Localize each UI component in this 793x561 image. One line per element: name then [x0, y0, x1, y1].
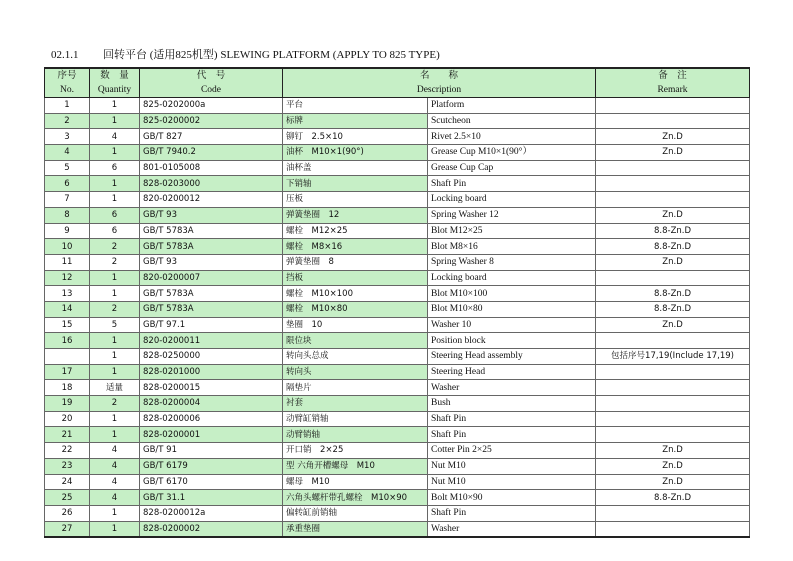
row-code: GB/T 5783A: [140, 223, 283, 239]
row-name-en: Blot M12×25: [428, 223, 596, 239]
row-name-zh: 铆钉 2.5×10: [283, 129, 428, 145]
row-name-zh: 标牌: [283, 113, 428, 129]
table-row: [45, 301, 750, 317]
row-remark: Zn.D: [596, 443, 750, 459]
row-code: GB/T 91: [140, 443, 283, 459]
row-quantity: 1: [90, 427, 140, 443]
row-name-en: Scutcheon: [428, 113, 596, 129]
row-quantity: 2: [90, 239, 140, 255]
row-name-zh: 压板: [283, 192, 428, 208]
table-row: [45, 443, 750, 459]
row-name-zh: 六角头螺杆带孔螺栓 M10×90: [283, 490, 428, 506]
row-quantity: 4: [90, 474, 140, 490]
header-name-en: Description: [283, 83, 596, 98]
table-row: [45, 364, 750, 380]
row-name-zh: 垫圈 10: [283, 317, 428, 333]
row-code: GB/T 97.1: [140, 317, 283, 333]
table-row: [45, 458, 750, 474]
table-row: [45, 160, 750, 176]
row-name-en: Shaft Pin: [428, 176, 596, 192]
row-name-en: Rivet 2.5×10: [428, 129, 596, 145]
row-name-zh: 螺栓 M8×16: [283, 239, 428, 255]
row-name-zh: 平台: [283, 98, 428, 114]
row-remark: [596, 505, 750, 521]
row-quantity: 2: [90, 396, 140, 412]
row-remark: 8.8-Zn.D: [596, 239, 750, 255]
row-name-en: Spring Washer 8: [428, 254, 596, 270]
row-remark: Zn.D: [596, 317, 750, 333]
table-row: [45, 145, 750, 161]
row-quantity: 1: [90, 270, 140, 286]
row-code: 828-0200006: [140, 411, 283, 427]
header-remark-zh: 备 注: [596, 68, 750, 83]
row-code: GB/T 5783A: [140, 301, 283, 317]
row-name-en: Grease Cup M10×1(90°）: [428, 145, 596, 161]
table-row: [45, 113, 750, 129]
row-number: 23: [45, 458, 90, 474]
row-code: GB/T 93: [140, 254, 283, 270]
row-remark: [596, 176, 750, 192]
row-number: 19: [45, 396, 90, 412]
row-name-zh: 转向头总成: [283, 349, 428, 365]
row-name-en: Nut M10: [428, 474, 596, 490]
row-name-zh: 油杯 M10×1(90°): [283, 145, 428, 161]
table-row: [45, 396, 750, 412]
row-name-zh: 螺栓 M10×80: [283, 301, 428, 317]
parts-table: [44, 67, 750, 538]
row-name-en: Nut M10: [428, 458, 596, 474]
row-remark: [596, 98, 750, 114]
row-name-en: Bush: [428, 396, 596, 412]
row-name-zh: 弹簧垫圈 12: [283, 207, 428, 223]
row-quantity: 5: [90, 317, 140, 333]
row-number: 16: [45, 333, 90, 349]
table-row: [45, 192, 750, 208]
row-remark: Zn.D: [596, 254, 750, 270]
row-quantity: 1: [90, 145, 140, 161]
row-name-en: Shaft Pin: [428, 411, 596, 427]
row-remark: Zn.D: [596, 474, 750, 490]
row-quantity: 1: [90, 411, 140, 427]
row-number: 27: [45, 521, 90, 537]
row-quantity: 1: [90, 505, 140, 521]
row-number: 10: [45, 239, 90, 255]
row-remark: [596, 521, 750, 537]
row-number: 3: [45, 129, 90, 145]
row-quantity: 1: [90, 113, 140, 129]
header-remark-en: Remark: [596, 83, 750, 98]
row-number: 24: [45, 474, 90, 490]
row-remark: 8.8-Zn.D: [596, 286, 750, 302]
row-code: 828-0203000: [140, 176, 283, 192]
row-number: 14: [45, 301, 90, 317]
row-code: 828-0200012a: [140, 505, 283, 521]
row-quantity: 1: [90, 349, 140, 365]
row-code: 828-0250000: [140, 349, 283, 365]
row-name-zh: 动臂缸销轴: [283, 411, 428, 427]
header-qty-en: Quantity: [90, 83, 140, 98]
row-name-en: Locking board: [428, 270, 596, 286]
row-code: GB/T 31.1: [140, 490, 283, 506]
header-code-zh: 代 号: [140, 68, 283, 83]
row-code: 825-0202000a: [140, 98, 283, 114]
row-remark: [596, 192, 750, 208]
row-name-en: Steering Head assembly: [428, 349, 596, 365]
row-name-zh: 弹簧垫圈 8: [283, 254, 428, 270]
table-row: [45, 521, 750, 537]
row-code: 820-0200011: [140, 333, 283, 349]
row-quantity: 1: [90, 176, 140, 192]
section-number: 02.1.1: [51, 49, 79, 61]
row-code: GB/T 6170: [140, 474, 283, 490]
row-name-zh: 承重垫圈: [283, 521, 428, 537]
table-row: [45, 176, 750, 192]
row-remark: [596, 113, 750, 129]
row-name-en: Washer: [428, 380, 596, 396]
row-number: [45, 349, 90, 365]
row-name-en: Shaft Pin: [428, 427, 596, 443]
row-number: 26: [45, 505, 90, 521]
row-number: 9: [45, 223, 90, 239]
table-row: [45, 505, 750, 521]
header-row-zh: [45, 68, 750, 83]
row-name-en: Washer: [428, 521, 596, 537]
row-name-zh: 开口销 2×25: [283, 443, 428, 459]
row-number: 2: [45, 113, 90, 129]
table-row: [45, 129, 750, 145]
row-name-zh: 螺栓 M10×100: [283, 286, 428, 302]
row-name-zh: 偏转缸前销轴: [283, 505, 428, 521]
row-name-zh: 螺栓 M12×25: [283, 223, 428, 239]
section-title: 回转平台 (适用825机型) SLEWING PLATFORM (APPLY TO 825 TYPE): [103, 49, 440, 61]
row-code: 828-0201000: [140, 364, 283, 380]
row-number: 21: [45, 427, 90, 443]
row-number: 7: [45, 192, 90, 208]
row-quantity: 1: [90, 192, 140, 208]
row-number: 15: [45, 317, 90, 333]
row-number: 25: [45, 490, 90, 506]
row-name-zh: 限位块: [283, 333, 428, 349]
row-number: 18: [45, 380, 90, 396]
row-remark: 包括序号17,19(Include 17,19): [596, 349, 750, 365]
row-quantity: 1: [90, 333, 140, 349]
row-code: 801-0105008: [140, 160, 283, 176]
row-name-en: Steering Head: [428, 364, 596, 380]
row-quantity: 2: [90, 254, 140, 270]
row-name-en: Position block: [428, 333, 596, 349]
row-code: 825-0200002: [140, 113, 283, 129]
row-remark: [596, 270, 750, 286]
row-quantity: 4: [90, 443, 140, 459]
row-remark: [596, 333, 750, 349]
row-remark: [596, 411, 750, 427]
row-number: 1: [45, 98, 90, 114]
table-row: [45, 333, 750, 349]
row-number: 5: [45, 160, 90, 176]
row-remark: [596, 364, 750, 380]
row-number: 13: [45, 286, 90, 302]
table-row: [45, 286, 750, 302]
row-quantity: 6: [90, 160, 140, 176]
table-row: [45, 411, 750, 427]
header-no-zh: 序号: [45, 68, 90, 83]
row-name-en: Platform: [428, 98, 596, 114]
row-code: 820-0200012: [140, 192, 283, 208]
row-name-en: Blot M10×100: [428, 286, 596, 302]
header-code-en: Code: [140, 83, 283, 98]
row-name-en: Locking board: [428, 192, 596, 208]
row-code: 828-0200002: [140, 521, 283, 537]
row-name-en: Bolt M10×90: [428, 490, 596, 506]
row-name-en: Washer 10: [428, 317, 596, 333]
row-code: GB/T 827: [140, 129, 283, 145]
row-name-zh: 挡板: [283, 270, 428, 286]
row-number: 20: [45, 411, 90, 427]
row-remark: [596, 380, 750, 396]
row-remark: [596, 396, 750, 412]
row-name-en: Shaft Pin: [428, 505, 596, 521]
row-name-zh: 转向头: [283, 364, 428, 380]
table-row: [45, 427, 750, 443]
row-remark: [596, 427, 750, 443]
table-row: [45, 380, 750, 396]
row-name-en: Grease Cup Cap: [428, 160, 596, 176]
row-code: GB/T 5783A: [140, 239, 283, 255]
row-name-zh: 隔垫片: [283, 380, 428, 396]
row-number: 12: [45, 270, 90, 286]
row-quantity: 4: [90, 490, 140, 506]
table-row: [45, 254, 750, 270]
table-row: [45, 317, 750, 333]
row-remark: 8.8-Zn.D: [596, 490, 750, 506]
row-number: 22: [45, 443, 90, 459]
row-quantity: 1: [90, 98, 140, 114]
table-row: [45, 349, 750, 365]
table-row: [45, 207, 750, 223]
row-name-zh: 螺母 M10: [283, 474, 428, 490]
row-quantity: 6: [90, 223, 140, 239]
row-code: GB/T 6179: [140, 458, 283, 474]
row-name-en: Spring Washer 12: [428, 207, 596, 223]
row-code: GB/T 5783A: [140, 286, 283, 302]
row-quantity: 6: [90, 207, 140, 223]
row-quantity: 4: [90, 129, 140, 145]
row-name-zh: 衬套: [283, 396, 428, 412]
row-name-zh: 油杯盖: [283, 160, 428, 176]
row-number: 17: [45, 364, 90, 380]
row-quantity: 2: [90, 301, 140, 317]
table-row: [45, 474, 750, 490]
row-remark: 8.8-Zn.D: [596, 223, 750, 239]
row-code: 820-0200007: [140, 270, 283, 286]
row-quantity: 1: [90, 521, 140, 537]
parts-table-body: [45, 98, 750, 538]
row-number: 4: [45, 145, 90, 161]
row-code: 828-0200004: [140, 396, 283, 412]
row-name-zh: 动臂销轴: [283, 427, 428, 443]
row-remark: [596, 160, 750, 176]
row-remark: Zn.D: [596, 129, 750, 145]
row-code: GB/T 7940.2: [140, 145, 283, 161]
header-qty-zh: 数 量: [90, 68, 140, 83]
table-row: [45, 490, 750, 506]
row-remark: Zn.D: [596, 458, 750, 474]
row-code: 828-0200001: [140, 427, 283, 443]
table-row: [45, 98, 750, 114]
table-row: [45, 223, 750, 239]
row-remark: Zn.D: [596, 207, 750, 223]
row-quantity: 4: [90, 458, 140, 474]
row-number: 8: [45, 207, 90, 223]
row-code: GB/T 93: [140, 207, 283, 223]
table-row: [45, 270, 750, 286]
row-remark: Zn.D: [596, 145, 750, 161]
row-code: 828-0200015: [140, 380, 283, 396]
row-number: 11: [45, 254, 90, 270]
row-number: 6: [45, 176, 90, 192]
row-name-en: Blot M10×80: [428, 301, 596, 317]
row-name-zh: 型 六角开槽螺母 M10: [283, 458, 428, 474]
table-row: [45, 239, 750, 255]
header-name-zh: 名 称: [283, 68, 596, 83]
header-no-en: No.: [45, 83, 90, 98]
header-row-en: [45, 83, 750, 98]
row-name-en: Blot M8×16: [428, 239, 596, 255]
row-quantity: 适量: [90, 380, 140, 396]
section-heading: [51, 46, 440, 62]
row-quantity: 1: [90, 364, 140, 380]
row-name-zh: 下销轴: [283, 176, 428, 192]
row-name-en: Cotter Pin 2×25: [428, 443, 596, 459]
row-remark: 8.8-Zn.D: [596, 301, 750, 317]
row-quantity: 1: [90, 286, 140, 302]
